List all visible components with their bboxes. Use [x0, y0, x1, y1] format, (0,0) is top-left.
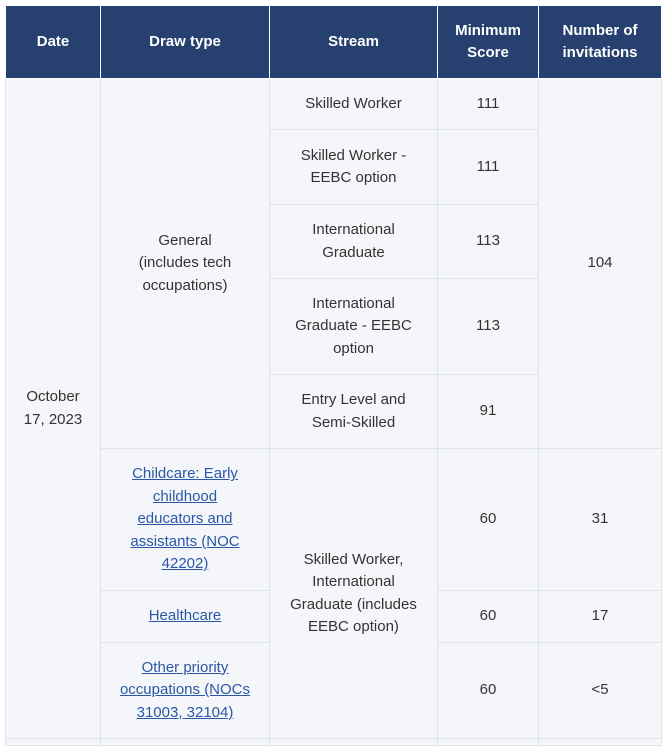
header-min-score-line: Score	[467, 44, 509, 61]
header-invitations-line: invitations	[562, 44, 638, 61]
invitations-value: 104	[587, 254, 613, 272]
draw-type-line: General	[158, 231, 212, 249]
childcare-link[interactable]	[109, 463, 261, 576]
header-min-score-line: Minimum	[455, 22, 521, 39]
stream-cell	[270, 375, 438, 449]
header-date-label: Date	[36, 33, 70, 50]
header-min-score	[438, 6, 539, 79]
stream-cell	[270, 79, 438, 130]
header-date	[6, 6, 101, 79]
healthcare-link[interactable]	[109, 605, 261, 628]
strip-cell	[539, 739, 662, 746]
strip-cell	[6, 739, 101, 746]
invitations-value: <5	[591, 681, 609, 699]
score-cell	[438, 591, 539, 643]
invitations-cell	[539, 591, 662, 643]
stream-line: International	[312, 573, 395, 590]
draw-type-general-cell	[101, 79, 270, 449]
link-line: educators and	[137, 510, 233, 528]
date-cell	[6, 79, 101, 739]
score-value: 111	[476, 94, 500, 112]
score-cell	[438, 130, 539, 205]
link-line: assistants (NOC	[130, 532, 240, 550]
table-row	[6, 79, 662, 130]
draw-type-line: occupations)	[142, 276, 228, 294]
invitations-value: 17	[591, 607, 609, 625]
invitations-general-cell	[539, 79, 662, 449]
stream-cell	[270, 205, 438, 279]
link-line: 42202)	[161, 555, 209, 573]
header-draw-type-label: Draw type	[149, 33, 221, 50]
draw-type-other-priority-cell	[101, 643, 270, 739]
invitations-value: 31	[591, 510, 609, 528]
link-line: childhood	[152, 487, 218, 505]
date-line: October	[26, 388, 80, 405]
invitations-cell	[539, 643, 662, 739]
draw-type-line: (includes tech	[138, 254, 232, 272]
score-value: 91	[479, 402, 497, 420]
link-line: 31003, 32104)	[136, 703, 234, 721]
table-row-partial	[6, 739, 662, 746]
header-invitations-line: Number of	[562, 22, 638, 39]
score-cell	[438, 449, 539, 591]
stream-targeted-cell	[270, 449, 438, 739]
draws-table	[5, 5, 662, 746]
link-line: Healthcare	[148, 607, 222, 625]
stream-line: EEBC option)	[308, 618, 399, 635]
stream-line: Graduate (includes	[290, 595, 417, 613]
score-cell	[438, 79, 539, 130]
link-line: Childcare: Early	[132, 465, 238, 483]
draw-type-healthcare-cell	[101, 591, 270, 643]
stream-cell	[270, 279, 438, 375]
score-cell	[438, 375, 539, 449]
stream-line: option	[333, 339, 374, 357]
score-cell	[438, 279, 539, 375]
header-stream	[270, 6, 438, 79]
stream-cell	[270, 130, 438, 205]
stream-line: Graduate - EEBC	[295, 317, 412, 335]
header-stream-label: Stream	[328, 33, 379, 50]
strip-cell	[270, 739, 438, 746]
score-value: 111	[476, 157, 500, 175]
score-value: 60	[479, 681, 497, 699]
stream-line: EEBC option	[310, 169, 397, 186]
score-value: 113	[476, 232, 500, 250]
stream-line: International	[312, 294, 395, 312]
score-value: 60	[479, 607, 497, 625]
link-line: Other priority	[141, 658, 229, 676]
header-row	[6, 6, 662, 79]
score-value: 60	[479, 510, 497, 528]
stream-line: Entry Level and	[301, 391, 406, 408]
strip-cell	[438, 739, 539, 746]
other-priority-link[interactable]	[109, 657, 261, 725]
stream-line: Skilled Worker	[305, 94, 402, 112]
score-value: 113	[476, 317, 500, 335]
date-line: 17, 2023	[23, 410, 83, 428]
stream-line: Semi-Skilled	[311, 413, 396, 431]
stream-line: Graduate	[322, 243, 385, 261]
draw-type-childcare-cell	[101, 449, 270, 591]
link-line: occupations (NOCs	[119, 681, 251, 699]
stream-line: Skilled Worker -	[300, 146, 407, 164]
stream-line: Skilled Worker,	[303, 550, 404, 568]
strip-cell	[101, 739, 270, 746]
header-draw-type	[101, 6, 270, 79]
score-cell	[438, 205, 539, 279]
stream-line: International	[312, 221, 395, 238]
header-invitations	[539, 6, 662, 79]
table-row	[6, 449, 662, 591]
invitations-cell	[539, 449, 662, 591]
score-cell	[438, 643, 539, 739]
